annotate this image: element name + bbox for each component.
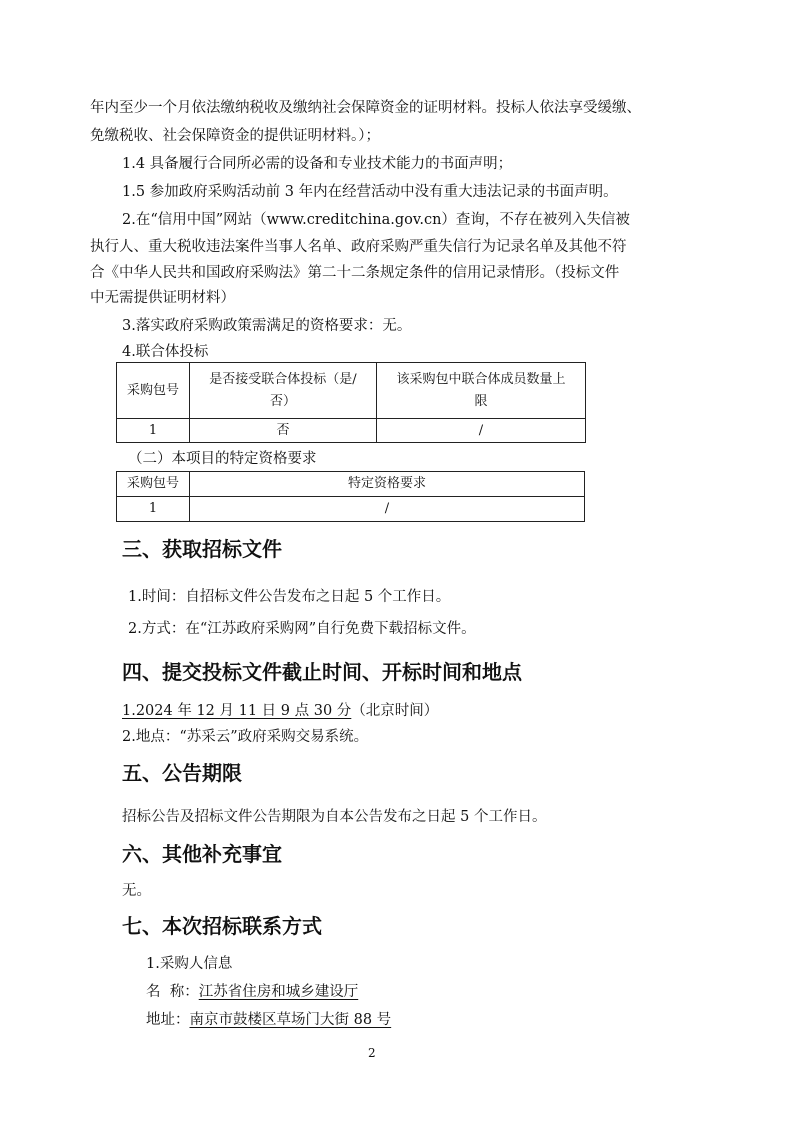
paragraph-line: 合《中华人民共和国政府采购法》第二十二条规定条件的信用记录情形。（投标文件	[90, 265, 620, 281]
paragraph-line: 招标公告及招标文件公告期限为自本公告发布之日起 5 个工作日。	[122, 809, 547, 825]
table-header-line: 否）	[269, 393, 296, 409]
purchaser-address: 南京市鼓楼区草场门大街 88 号	[189, 1012, 392, 1028]
paragraph-line: 2.方式：在“江苏政府采购网”自行免费下载招标文件。	[128, 621, 476, 637]
section-heading: 六、其他补充事宜	[122, 842, 282, 866]
purchaser-address-line	[146, 1010, 391, 1030]
paragraph-line: 3.落实政府采购政策需满足的资格要求：无。	[122, 318, 412, 334]
paragraph-line: 1.5 参加政府采购活动前 3 年内在经营活动中没有重大违法记录的书面声明。	[122, 184, 618, 200]
table-header-line: 限	[474, 393, 488, 409]
section-heading: 四、提交投标文件截止时间、开标时间和地点	[122, 660, 522, 684]
paragraph-line: 中无需提供证明材料）	[90, 290, 235, 306]
paragraph-line: 无。	[122, 883, 151, 899]
table-header: 采购包号	[117, 472, 190, 497]
paragraph-line: 1.4 具备履行合同所必需的设备和专业技术能力的书面声明；	[122, 156, 513, 172]
timezone-note: （北京时间）	[351, 703, 439, 719]
table-header-line: 是否接受联合体投标（是/	[209, 371, 357, 387]
purchaser-name-label: 名 称：	[146, 984, 199, 1000]
table-cell: 1	[117, 419, 190, 443]
table-cell: 否	[190, 419, 377, 443]
paragraph-line: 2.在“信用中国”网站（www.creditchina.gov.cn）查询，不存在被列入失信被	[122, 212, 630, 228]
purchaser-address-label: 地址：	[146, 1012, 190, 1028]
table-cell: /	[377, 419, 586, 443]
table-header	[377, 363, 586, 419]
section-heading: 七、本次招标联系方式	[122, 914, 322, 938]
table-header	[190, 363, 377, 419]
table-cell: /	[190, 497, 585, 522]
purchaser-name: 江苏省住房和城乡建设厅	[198, 984, 359, 1000]
paragraph-line: 免缴税收、社会保障资金的提供证明材料。）；	[90, 128, 380, 144]
table-row	[117, 419, 586, 443]
table-header-line: 该采购包中联合体成员数量上	[396, 371, 566, 387]
paragraph-line: 1.时间：自招标文件公告发布之日起 5 个工作日。	[128, 589, 451, 605]
deadline-datetime: 1.2024 年 12 月 11 日 9 点 30 分	[122, 703, 352, 719]
table-row	[117, 497, 585, 522]
table-header: 采购包号	[117, 363, 190, 419]
deadline-line	[122, 701, 438, 721]
paragraph-line: 4.联合体投标	[122, 344, 209, 360]
table-cell: 1	[117, 497, 190, 522]
paragraph-line: 执行人、重大税收违法案件当事人名单、政府采购严重失信行为记录名单及其他不符	[90, 239, 627, 255]
section-heading: 五、公告期限	[122, 761, 242, 785]
purchaser-name-line	[146, 982, 358, 1002]
page-number: 2	[368, 1046, 376, 1060]
paragraph-line: 2.地点：“苏采云”政府采购交易系统。	[122, 729, 369, 745]
table-header: 特定资格要求	[190, 472, 585, 497]
section-heading: 三、获取招标文件	[122, 537, 282, 561]
specific-qualification-table	[116, 471, 585, 522]
subsection-title: （二）本项目的特定资格要求	[128, 451, 317, 467]
paragraph-line: 1.采购人信息	[146, 956, 233, 972]
paragraph-line: 年内至少一个月依法缴纳税收及缴纳社会保障资金的证明材料。投标人依法享受缓缴、	[90, 100, 641, 116]
consortium-table	[116, 362, 586, 443]
